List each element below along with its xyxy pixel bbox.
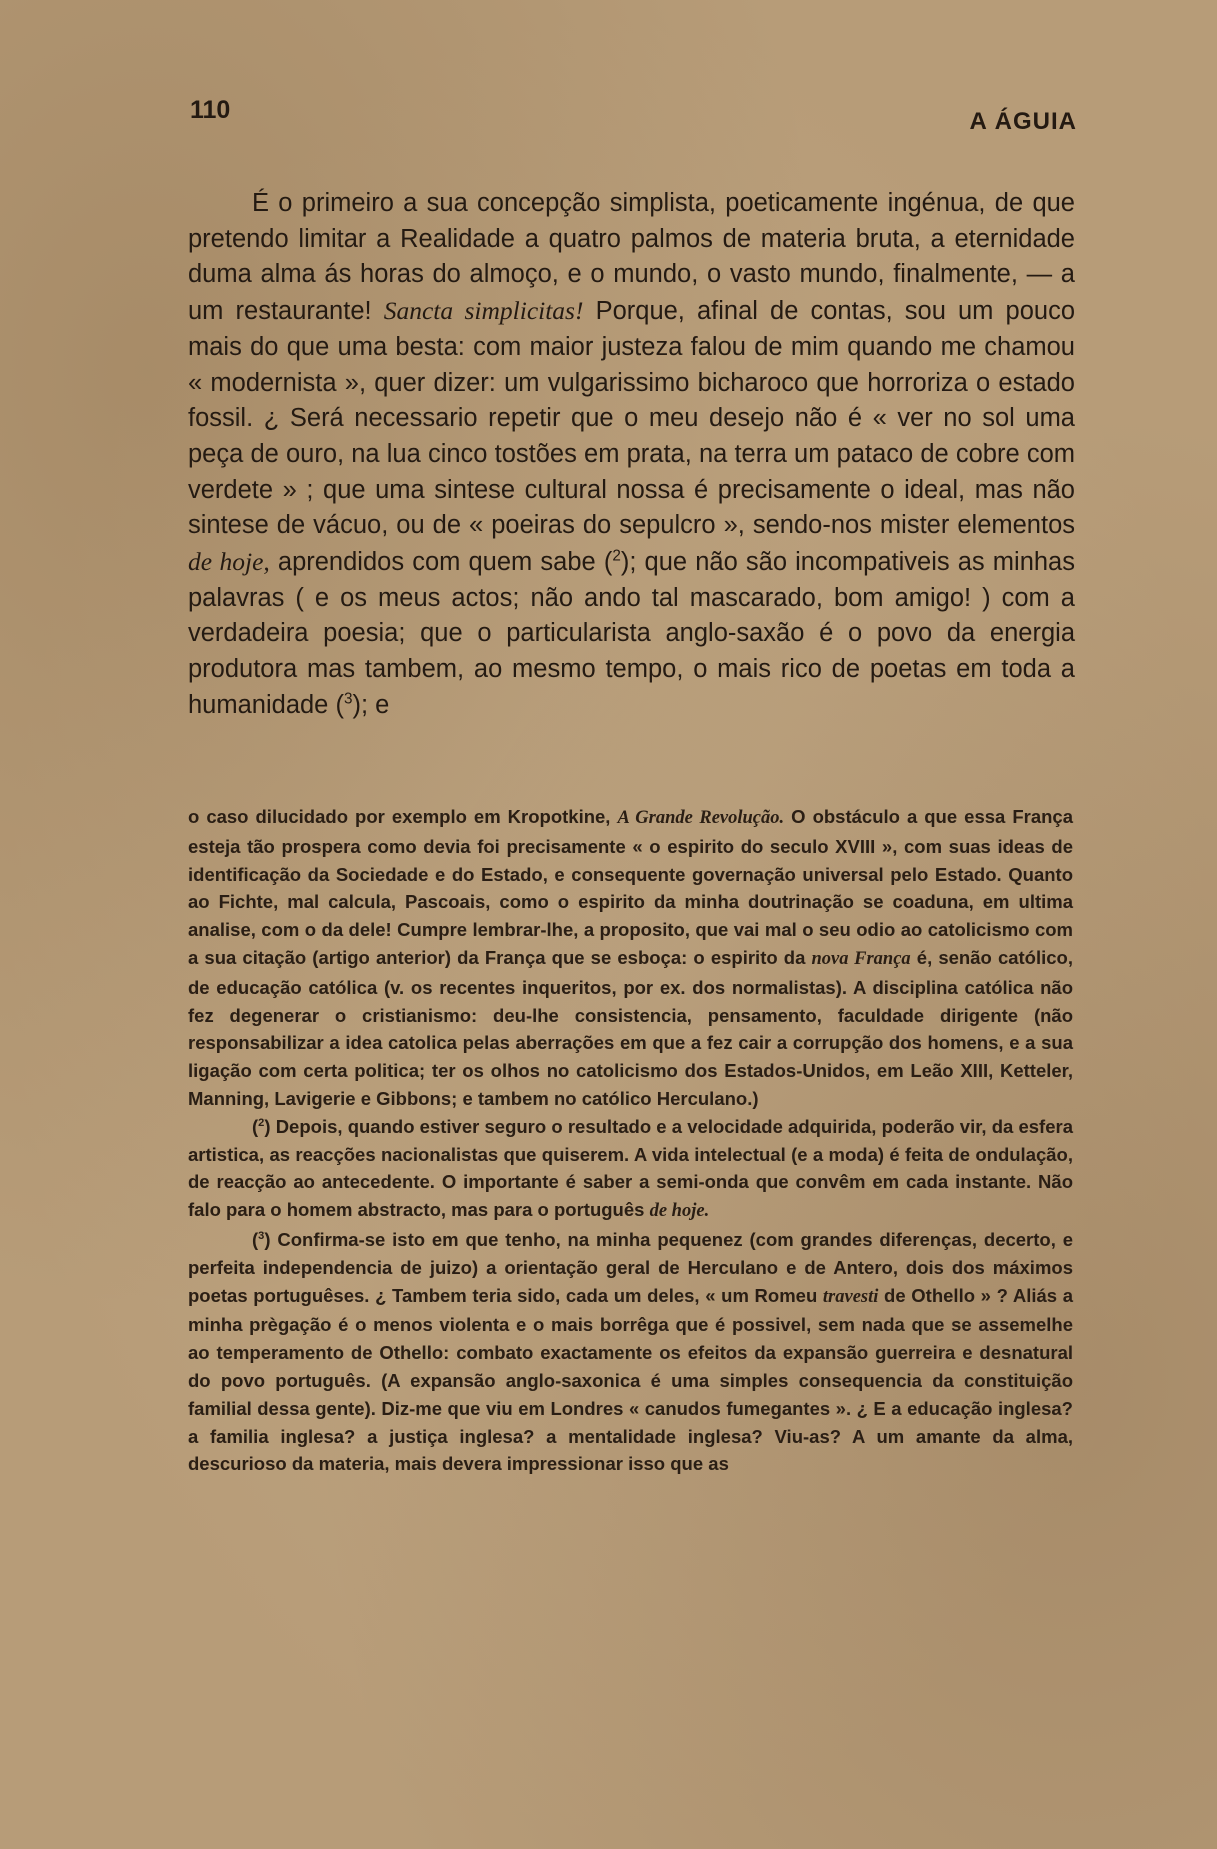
footnote-italic: de hoje. — [649, 1201, 710, 1222]
footnote-text: Confirma-se isto em que tenho, na minha pequenez (com grandes diferenças, decerto, e perfeita independencia de juizo) a orientação geral de Herculano e de Antero, dois dos máximos poetas portuguêses. ¿ Tambem teria sido, cada um deles, « um Romeu — [188, 1228, 1073, 1306]
main-text-segment: É o primeiro a sua concepção simplista, poeticamente ingénua, de que pretendo limitar a Realidade a quatro palmos de materia bruta, a eternidade duma alma ás horas do almoço, e o mundo, o vasto mundo, finalmente, — a um restaurante! — [188, 189, 1075, 326]
footnote-italic: nova França — [811, 948, 911, 969]
main-text-segment: ); que não são incompativeis as minhas palavras ( e os meus actos; não ando tal mascarado, bom amigo! ) com a verdadeira poesia; que o particularista anglo-saxão é o povo da energia produtora mas tambem, ao mesmo tempo, o mais rico de poetas em toda a humanidade ( — [188, 548, 1075, 719]
footnote-italic: travesti — [822, 1286, 879, 1307]
main-italic-phrase: Sancta simplicitas! — [383, 296, 584, 326]
main-text-segment: ); e — [352, 690, 390, 719]
footnote-reference: 3 — [343, 690, 353, 708]
main-text-segment: aprendidos com quem sabe ( — [269, 548, 613, 577]
footnote-marker: ($^2$) — [252, 1115, 271, 1137]
page-number: 110 — [190, 96, 231, 124]
page-header — [190, 96, 1077, 136]
main-text-segment: Porque, afinal de contas, sou um pouco mais do que uma besta: com maior justeza falou de mim quando me chamou « modernista », quer dizer: um vulgarissimo bicharoco que horroriza o estado fossil. ¿ Será necessario repetir que o meu desejo não é « ver no sol uma peça de ouro, na lua cinco tostões em prata, na terra um pataco de cobre com verdete » ; que uma sintese cultural nossa é precisamente o ideal, mas não sintese de vácuo, ou de « poeiras do sepulcro », sendo-nos mister elementos — [188, 297, 1075, 540]
footnotes — [188, 803, 1073, 1478]
footnote-3 — [188, 1226, 1073, 1478]
running-head: A ÁGUIA — [969, 108, 1077, 135]
footnote-2 — [188, 1113, 1073, 1226]
footnote-text: Depois, quando estiver seguro o resultado e a velocidade adquirida, poderão vir, da esfera artistica, as reacções nacionalistas que quiserem. A vida intelectual (e a moda) é feita de ondulação, de reacção ao antecedente. O importante é saber a semi-onda que convêm em cada instante. Não falo para o homem abstracto, mas para o português — [188, 1115, 1073, 1221]
footnote-reference: 2 — [612, 547, 621, 565]
footnote-text: de Othello » ? Aliás a minha prègação é o menos violenta e o mais borrêga que é possivel, sem nada que se assemelhe ao temperamento de Othello: combato exactamente os efeitos da expansão guerreira e desnatural do povo português. (A expansão anglo-saxonica é uma simples consequencia da constituição familial dessa gente). Diz-me que viu em Londres « canudos fumegantes ». ¿ E a educação inglesa? a familia inglesa? a justiça inglesa? a mentalidade inglesa? Viu-as? A um amante da alma, descurioso da materia, mais devera impressionar isso que as — [188, 1284, 1074, 1475]
footnote-marker: ($^3$) — [252, 1228, 271, 1250]
main-paragraph — [188, 186, 1075, 724]
footnote-text: é, senão católico, de educação católica (v. os recentes inqueritos, por ex. dos normalistas). A disciplina católica não fez degenerar o cristianismo: deu-lhe consistencia, pensamento, faculdade dirigente (não responsabilizar a idea catolica pelas aberrações em que a fez cair a corrupção dos homens, e a sua ligação com certa politica; ter os olhos no catolicismo dos Estados-Unidos, em Leão XIII, Ketteler, Manning, Lavigerie e Gibbons; e tambem no católico Herculano.) — [188, 946, 1073, 1109]
main-italic-phrase: de hoje, — [188, 547, 270, 577]
footnote-text: o caso dilucidado por exemplo em Kropotkine, — [188, 806, 618, 827]
footnote-italic: A Grande Revolução. — [617, 808, 785, 828]
footnote-text: O obstáculo a que essa França esteja tão prospera como devia foi precisamente « o espirito do seculo XVIII », com suas ideas de identificação da Sociedade e do Estado, e consequente governação universal pelo Estado. Quanto ao Fichte, mal calcula, Pascoais, como o espirito da minha doutrinação se coaduna, em ultima analise, com o da dele! Cumpre lembrar-lhe, a proposito, que vai mal o seu odio ao catolicismo com a sua citação (artigo anterior) da França que se esboça: o espirito da — [188, 806, 1074, 968]
footnote-continued — [188, 803, 1073, 1113]
